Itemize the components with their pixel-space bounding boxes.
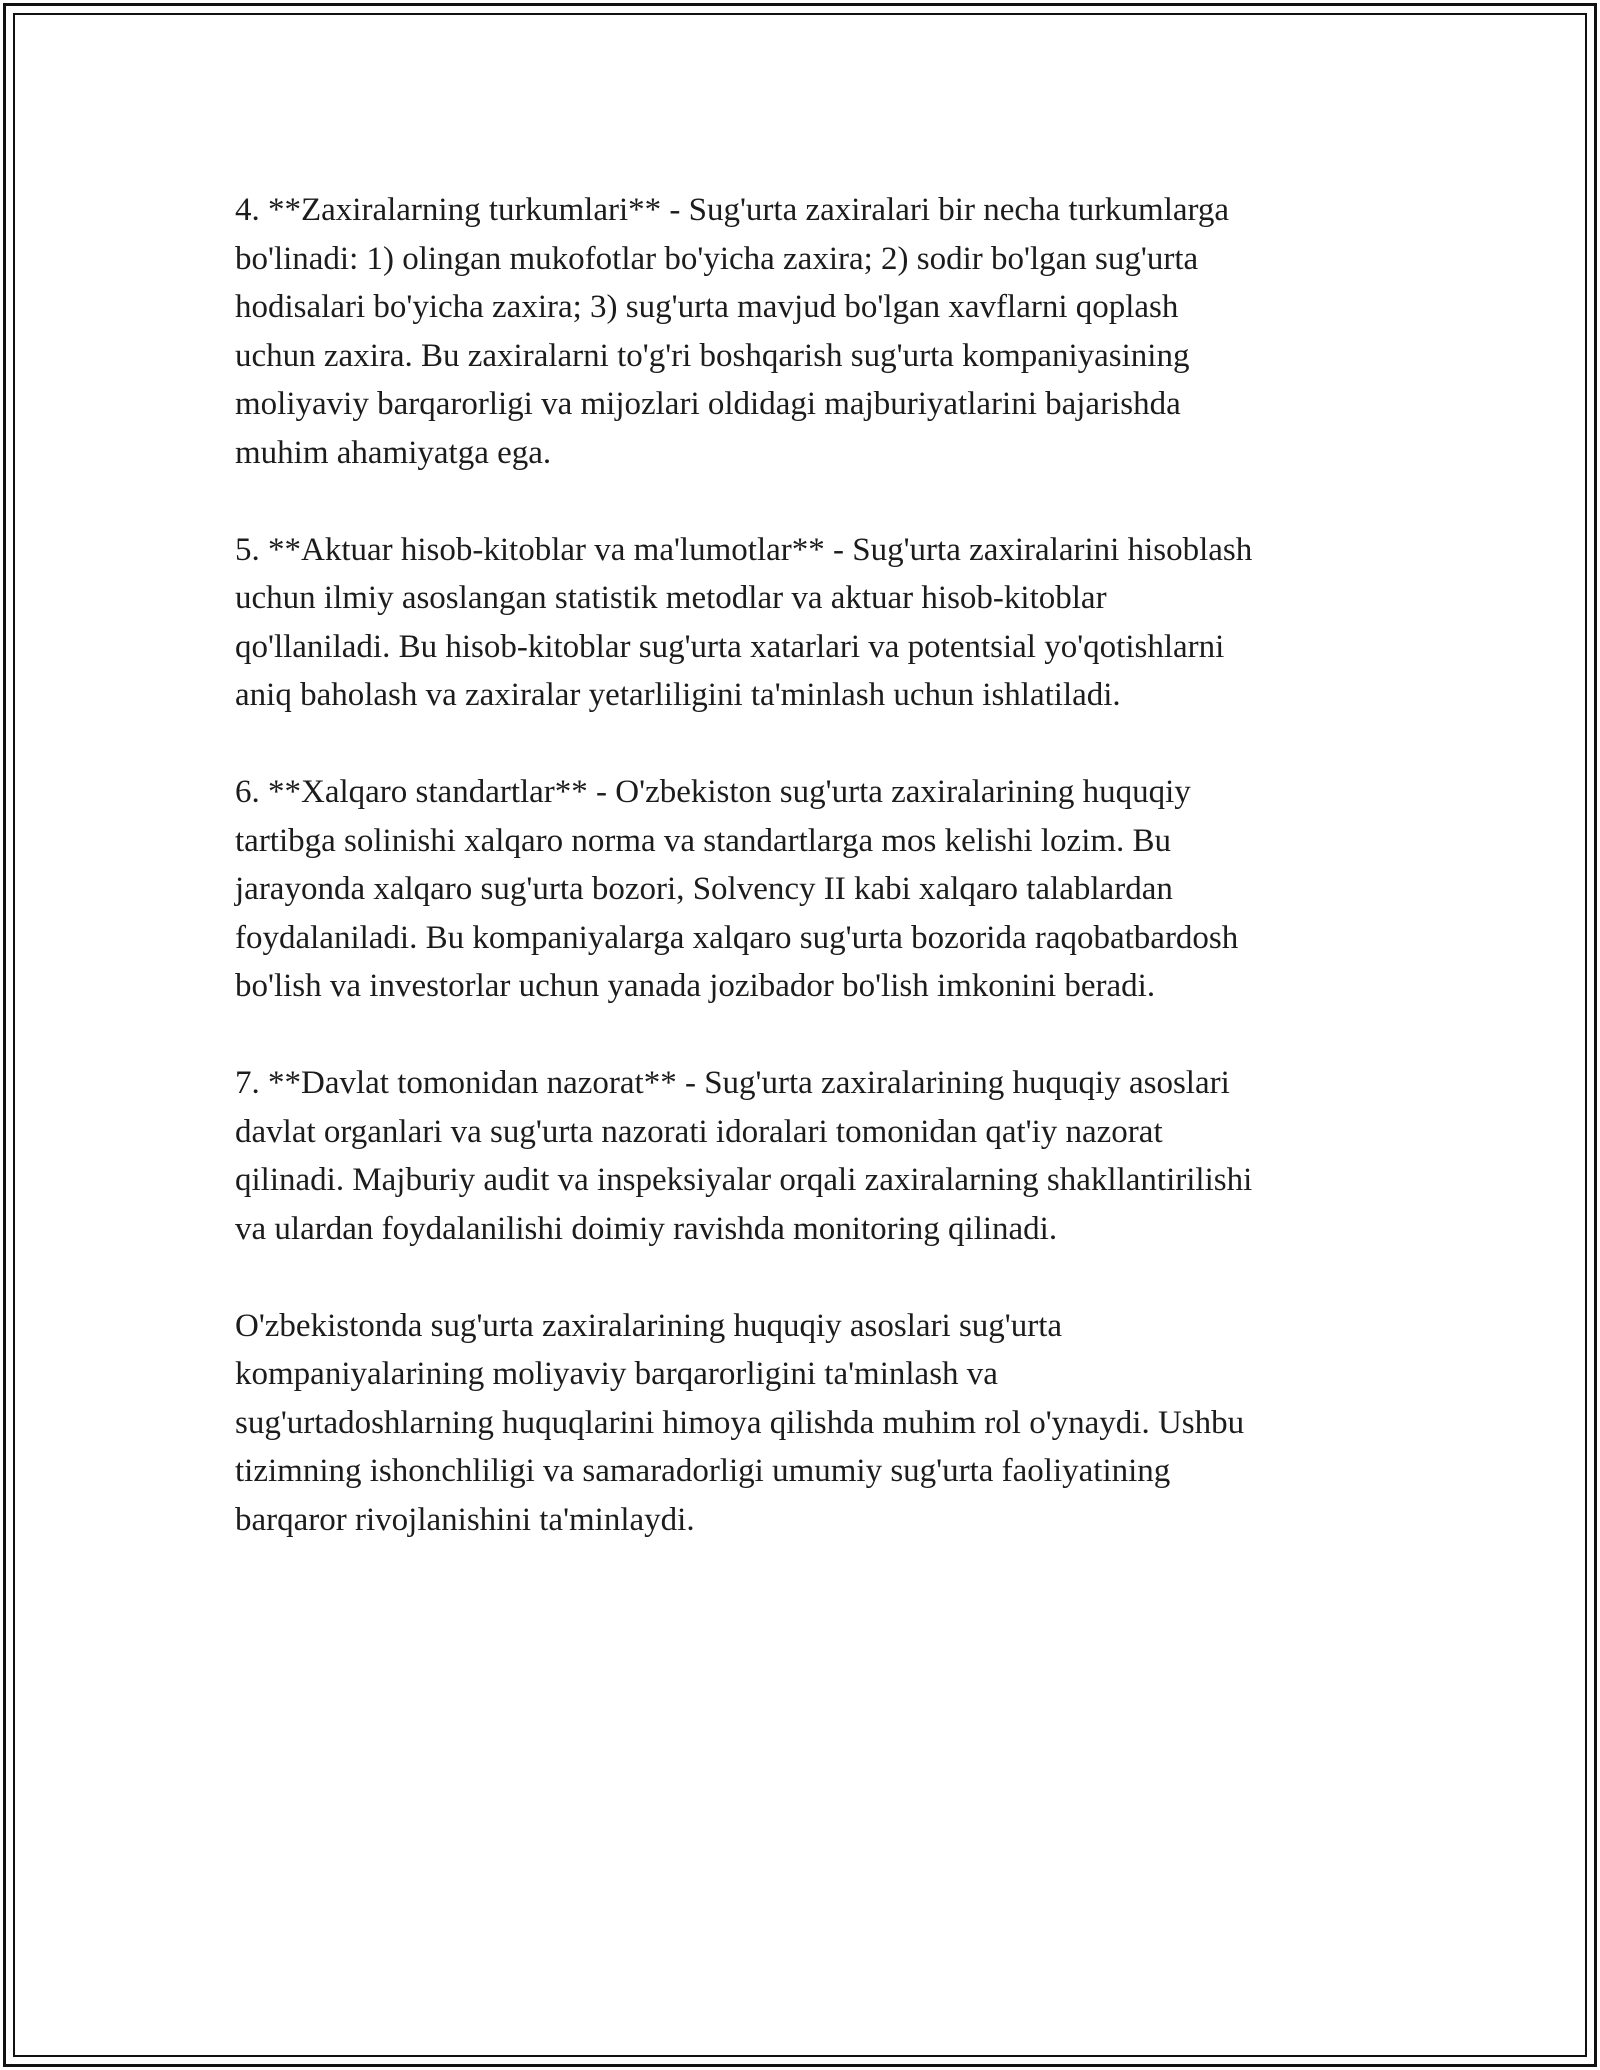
paragraph-6 [235, 768, 1415, 1011]
text-line: davlat organlari va sug'urta nazorati idoralari tomonidan qat'iy nazorat [235, 1113, 1163, 1150]
text-line: sug'urtadoshlarning huquqlarini himoya qilishda muhim rol o'ynaydi. Ushbu [235, 1404, 1245, 1441]
paragraph-5 [235, 526, 1415, 720]
text-line: 6. **Xalqaro standartlar** - O'zbekiston sug'urta zaxiralarining huquqiy [235, 774, 1191, 810]
paragraph-4 [235, 186, 1415, 477]
text-line: muhim ahamiyatga ega. [235, 434, 552, 471]
text-line: hodisalari bo'yicha zaxira; 3) sug'urta mavjud bo'lgan xavflarni qoplash [235, 289, 1179, 325]
text-line: 4. **Zaxiralarning turkumlari** - Sug'urta zaxiralari bir necha turkumlarga [235, 192, 1230, 228]
text-line: va ulardan foydalanilishi doimiy ravishda monitoring qilinadi. [235, 1210, 1058, 1247]
text-line: tartibga solinishi xalqaro norma va standartlarga mos kelishi lozim. Bu [235, 822, 1172, 859]
text-line: uchun zaxira. Bu zaxiralarni to'g'ri boshqarish sug'urta kompaniyasining [235, 337, 1190, 374]
text-line: tizimning ishonchliligi va samaradorligi umumiy sug'urta faoliyatining [235, 1453, 1171, 1489]
text-line: qo'llaniladi. Bu hisob-kitoblar sug'urta xatarlari va potentsial yo'qotishlarni [235, 628, 1225, 665]
text-line: jarayonda xalqaro sug'urta bozori, Solvency II kabi xalqaro talablardan [235, 871, 1173, 907]
text-line: aniq baholash va zaxiralar yetarliligini ta'minlash uchun ishlatiladi. [235, 677, 1121, 713]
text-line: foydalaniladi. Bu kompaniyalarga xalqaro sug'urta bozorida raqobatbardosh [235, 919, 1239, 956]
text-line: moliyaviy barqarorligi va mijozlari oldidagi majburiyatlarini bajarishda [235, 386, 1181, 422]
text-line: O'zbekistonda sug'urta zaxiralarining huquqiy asoslari sug'urta [235, 1307, 1063, 1344]
text-line: kompaniyalarining moliyaviy barqarorligini ta'minlash va [235, 1356, 998, 1392]
text-line: uchun ilmiy asoslangan statistik metodlar va aktuar hisob-kitoblar [235, 580, 1107, 616]
text-line: bo'linadi: 1) olingan mukofotlar bo'yicha zaxira; 2) sodir bo'lgan sug'urta [235, 240, 1199, 277]
conclusion-paragraph [235, 1302, 1415, 1545]
text-line: qilinadi. Majburiy audit va inspeksiyalar orqali zaxiralarning shakllantirilishi [235, 1162, 1253, 1198]
document-body [235, 186, 1415, 1593]
text-line: bo'lish va investorlar uchun yanada jozibador bo'lish imkonini beradi. [235, 968, 1156, 1004]
text-line: 5. **Aktuar hisob-kitoblar va ma'lumotlar** - Sug'urta zaxiralarini hisoblash [235, 531, 1253, 568]
text-line: barqaror rivojlanishini ta'minlaydi. [235, 1501, 695, 1538]
text-line: 7. **Davlat tomonidan nazorat** - Sug'urta zaxiralarining huquqiy asoslari [235, 1065, 1230, 1101]
paragraph-7 [235, 1059, 1415, 1253]
